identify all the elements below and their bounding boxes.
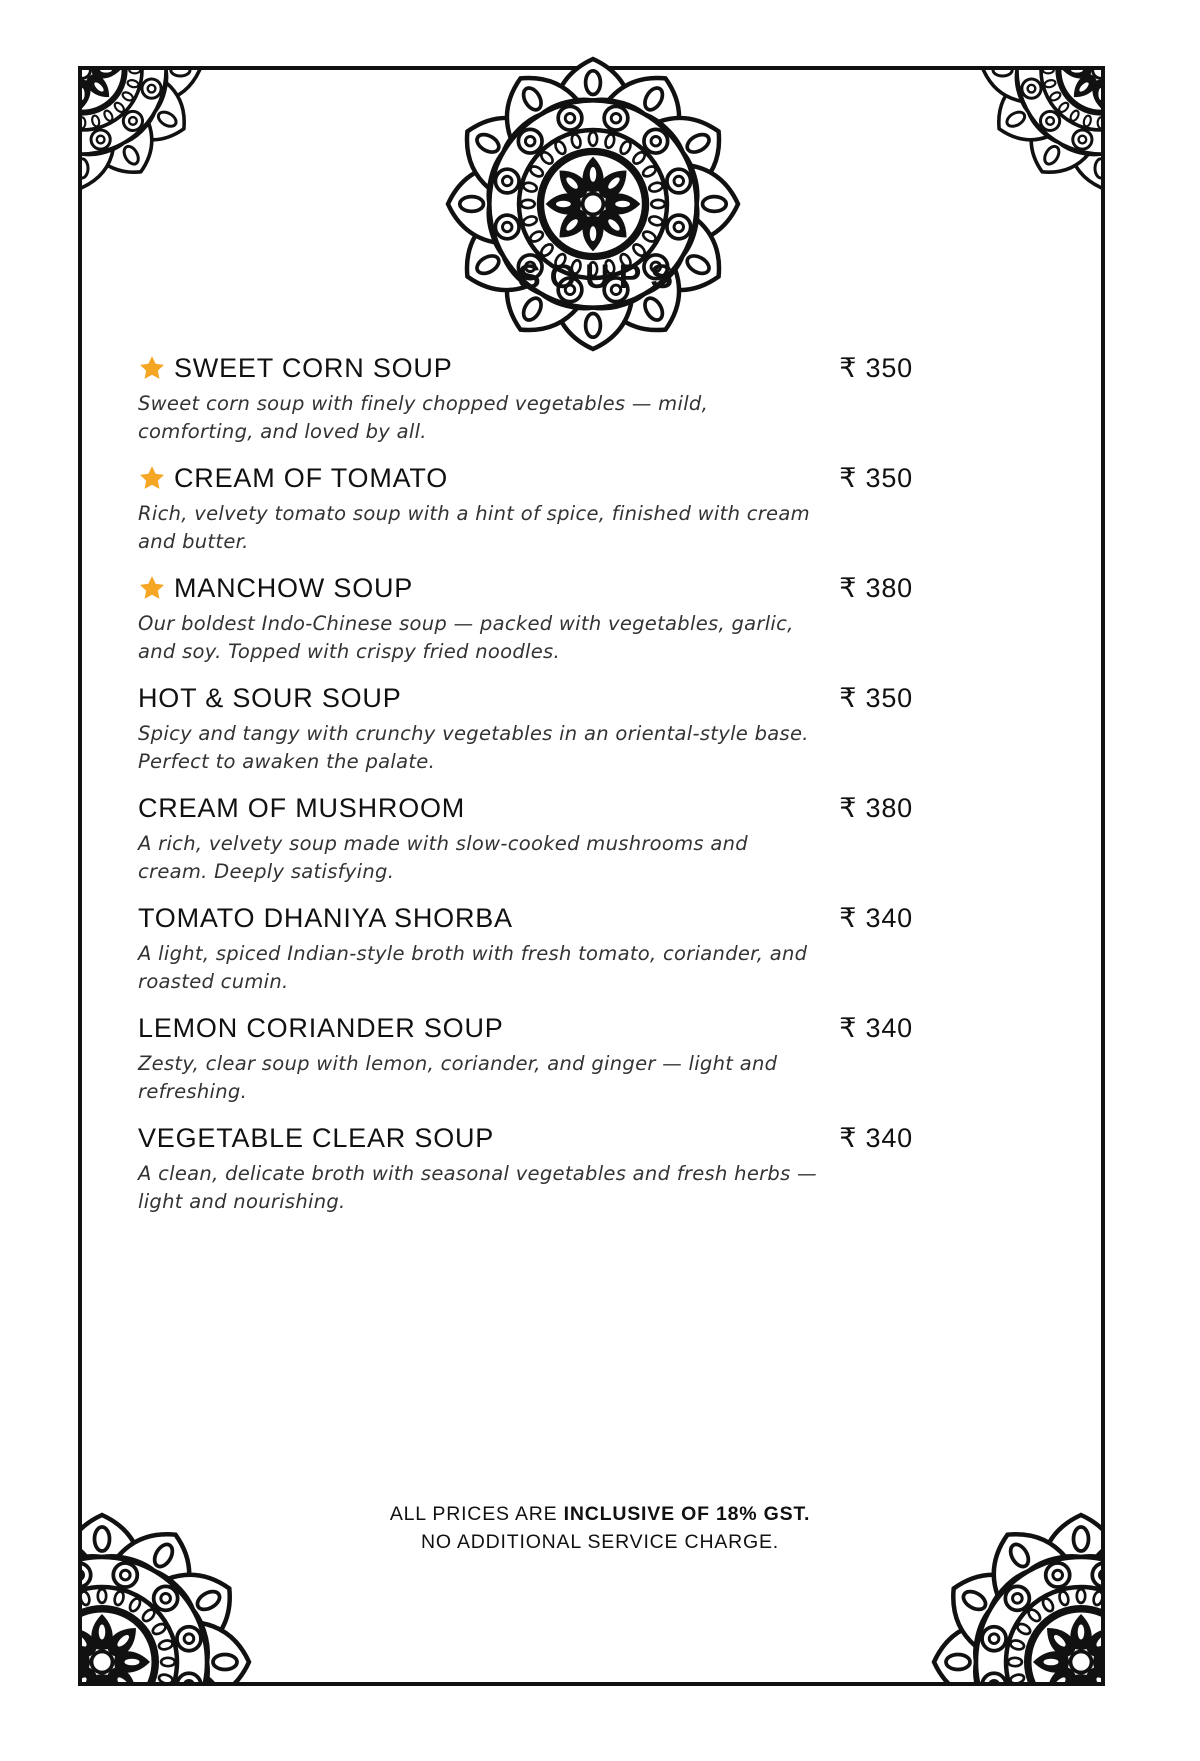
menu-item-description: Rich, velvety tomato soup with a hint of spice, finished with cream and butter. (138, 502, 810, 553)
menu-item (138, 458, 913, 568)
footer-line-1: ALL PRICES ARE INCLUSIVE OF 18% GST. (389, 1503, 811, 1525)
menu-item (138, 1118, 913, 1228)
menu-item-name: CREAM OF MUSHROOM (138, 792, 466, 823)
menu-item-description: Spicy and tangy with crunchy vegetables in an oriental-style base. Perfect to awaken the palate. (138, 722, 809, 773)
menu-item-price: ₹ 350 (839, 683, 913, 713)
mandala-icon (445, 56, 741, 352)
menu-item-header (138, 1118, 913, 1158)
footer-line-2: NO ADDITIONAL SERVICE CHARGE. (420, 1531, 780, 1553)
mandala-icon (78, 66, 202, 190)
menu-item (138, 568, 913, 678)
footer-note (0, 1500, 1200, 1556)
star-icon (138, 464, 166, 492)
menu-item-header (138, 788, 913, 828)
menu-item-name: TOMATO DHANIYA SHORBA (138, 902, 513, 933)
menu-item-name: HOT & SOUR SOUP (138, 682, 402, 713)
menu-item-price: ₹ 340 (839, 903, 913, 933)
menu-item-price: ₹ 350 (839, 463, 913, 493)
menu-item-name: CREAM OF TOMATO (174, 462, 449, 493)
menu-item (138, 1008, 913, 1118)
menu-item-description: A clean, delicate broth with seasonal vegetables and fresh herbs — light and nourishing. (138, 1162, 817, 1213)
menu-item-header (138, 458, 913, 498)
menu-item-price: ₹ 340 (839, 1013, 913, 1043)
menu-item-header (138, 898, 913, 938)
menu-item-description: Sweet corn soup with finely chopped vegetables — mild, comforting, and loved by all. (138, 392, 709, 443)
menu-item-price: ₹ 350 (839, 353, 913, 383)
menu-item-description: Zesty, clear soup with lemon, coriander, and ginger — light and refreshing. (138, 1052, 778, 1103)
menu-item-name: LEMON CORIANDER SOUP (138, 1012, 504, 1043)
menu-item-header (138, 1008, 913, 1048)
menu-item-header (138, 678, 913, 718)
menu-item-name: MANCHOW SOUP (174, 572, 414, 603)
page-title: SOUPS (517, 258, 683, 296)
menu-item (138, 348, 913, 458)
star-icon (138, 574, 166, 602)
star-icon (138, 354, 166, 382)
menu-item-header (138, 568, 913, 608)
menu-item-price: ₹ 340 (839, 1123, 913, 1153)
menu-list (138, 348, 913, 1228)
menu-item-name: VEGETABLE CLEAR SOUP (138, 1122, 495, 1153)
menu-item (138, 788, 913, 898)
menu-item (138, 898, 913, 1008)
menu-item-name: SWEET CORN SOUP (174, 352, 453, 383)
menu-item (138, 678, 913, 788)
menu-item-description: Our boldest Indo-Chinese soup — packed with vegetables, garlic, and soy. Topped with crispy fried noodles. (138, 612, 794, 663)
menu-item-description: A light, spiced Indian-style broth with fresh tomato, coriander, and roasted cumin. (138, 942, 808, 993)
menu-item-price: ₹ 380 (839, 573, 913, 603)
menu-item-description: A rich, velvety soup made with slow-cooked mushrooms and cream. Deeply satisfying. (138, 832, 748, 883)
menu-item-price: ₹ 380 (839, 793, 913, 823)
mandala-icon (981, 66, 1105, 190)
menu-item-header (138, 348, 913, 388)
